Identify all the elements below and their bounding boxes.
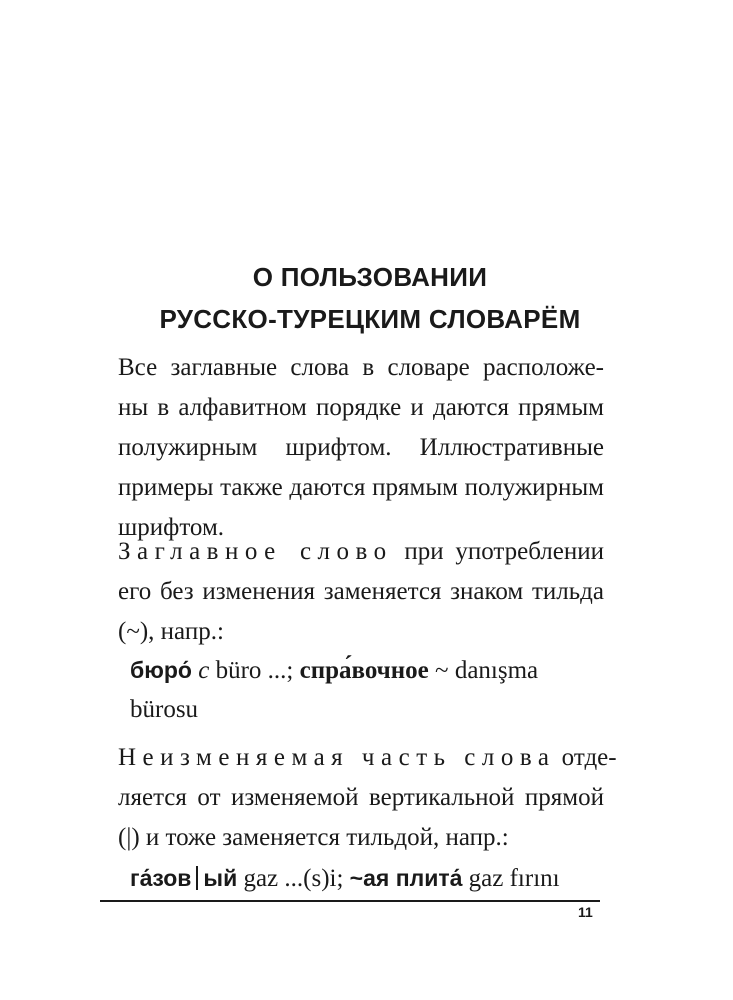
paragraph-2-line-3: (~), напр.: (118, 618, 224, 645)
paragraph-1-line: полужирным шрифтом. Иллюстративные (118, 434, 604, 461)
paragraph-1-line: Все заглавные слова в словаре расположе- (118, 354, 604, 381)
phrase-translation: danışma (454, 657, 539, 684)
paragraph-1-line: шрифтом. (118, 514, 225, 541)
paragraph-1 (118, 348, 604, 548)
example-1-line-2: bürosu (130, 696, 199, 723)
paragraph-3-line-1-rest: отде- (561, 744, 617, 771)
title-line-2: РУССКО-ТУРЕЦКИМ СЛОВАРЁМ (159, 304, 581, 334)
paragraph-3-line-2: ляется от изменяемой вертикальной прямой (118, 784, 604, 811)
spaced-term: Неизменяемая часть слова (118, 744, 556, 771)
paragraph-2-line-1-rest: при употреблении (404, 538, 605, 565)
example-2 (130, 858, 600, 898)
phrase: спра́вочное (299, 657, 429, 684)
paragraph-3-line-1 (118, 738, 617, 778)
paragraph-3-line-3: (|) и тоже заменяется тильдой, напр.: (118, 824, 509, 851)
vertical-bar (196, 866, 198, 890)
phrase: ~ая плита́ (349, 865, 463, 891)
stem: га́зов (130, 865, 192, 891)
paragraph-1-line: ны в алфавитном порядке и даются прямым (118, 394, 604, 421)
phrase-translation: gaz fırını (468, 865, 560, 892)
example-1 (130, 650, 600, 730)
page-number: 11 (578, 904, 593, 920)
translation: gaz ...(s)i; (243, 865, 344, 892)
ending: ый (203, 865, 238, 891)
example-1-line-1 (130, 650, 600, 690)
paragraph-2-line-1 (118, 532, 604, 572)
translation: büro ...; (215, 657, 294, 684)
tilde: ~ (435, 657, 449, 684)
spaced-term: Заглавное слово (118, 538, 393, 565)
paragraph-2-line-2: его без изменения заменяется знаком тильда (118, 578, 604, 605)
paragraph-3 (118, 738, 617, 858)
example-2-line (130, 858, 600, 898)
footer-rule (100, 900, 600, 902)
title-line-1: О ПОЛЬЗОВАНИИ (252, 262, 488, 292)
paragraph-1-line: примеры также даются прямым полужирным (118, 474, 604, 501)
gender-mark: с (198, 657, 210, 684)
paragraph-2 (118, 532, 604, 652)
headword: бюро́ (130, 657, 192, 683)
